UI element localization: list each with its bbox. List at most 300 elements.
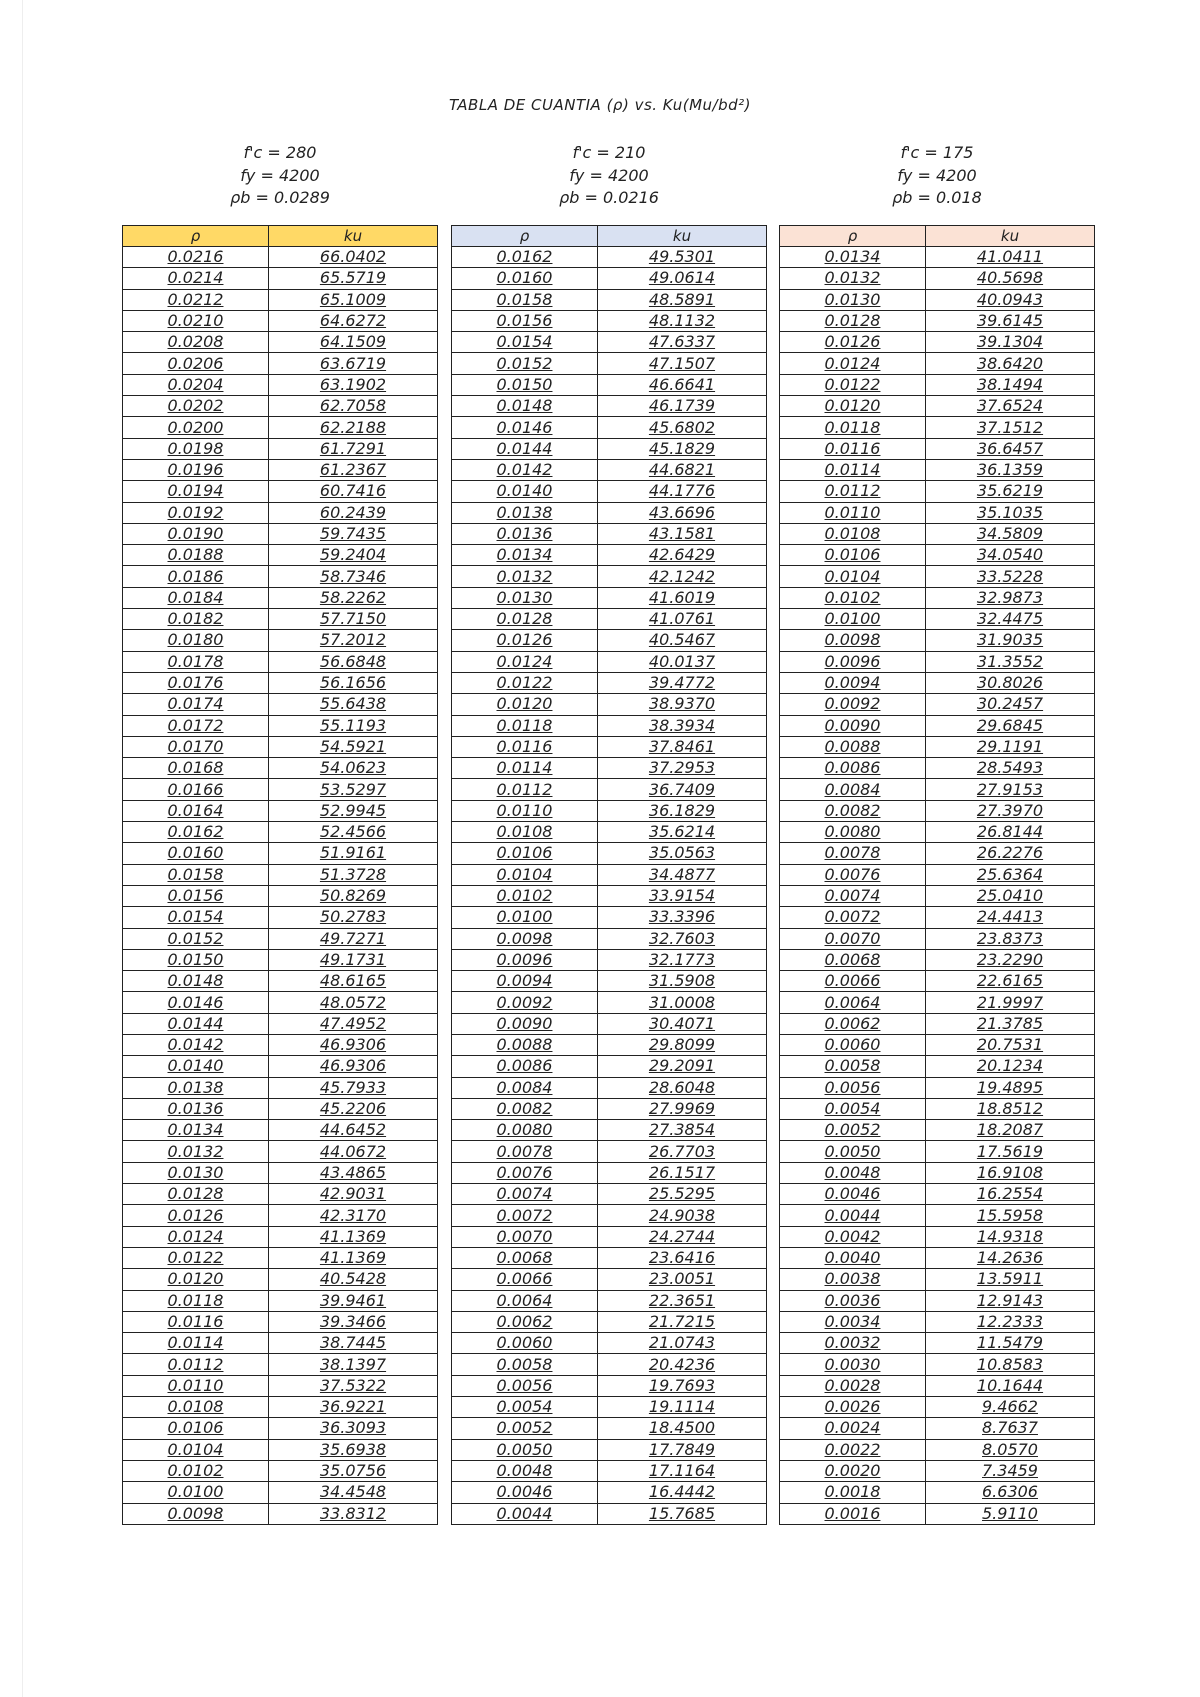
cell-rho-value: 0.0126 <box>167 1205 224 1225</box>
cell-rho <box>780 481 926 502</box>
cell-rho <box>452 417 598 438</box>
cell-ku-value: 49.1731 <box>319 949 387 969</box>
cell-rho-value: 0.0036 <box>824 1290 881 1310</box>
cell-rho <box>780 1098 926 1119</box>
cell-ku <box>926 694 1095 715</box>
table-row <box>123 566 438 587</box>
cell-rho <box>452 353 598 374</box>
table-row <box>452 310 767 331</box>
table-row <box>780 1120 1095 1141</box>
cell-ku-value: 38.7445 <box>319 1333 387 1353</box>
cell-ku <box>926 1205 1095 1226</box>
cell-ku-value: 14.9318 <box>976 1226 1044 1246</box>
cell-rho <box>452 651 598 672</box>
cell-ku <box>926 1503 1095 1524</box>
cell-rho-value: 0.0110 <box>496 800 553 820</box>
cell-rho-value: 0.0098 <box>167 1503 224 1523</box>
cell-rho <box>452 459 598 480</box>
table-row <box>123 1184 438 1205</box>
cell-rho-value: 0.0210 <box>167 311 224 331</box>
cell-rho-value: 0.0162 <box>167 822 224 842</box>
cell-ku <box>926 459 1095 480</box>
cell-rho <box>780 1460 926 1481</box>
cell-rho-value: 0.0206 <box>167 353 224 373</box>
cell-ku-value: 54.0623 <box>319 758 387 778</box>
cell-ku <box>598 885 767 906</box>
cell-ku <box>598 353 767 374</box>
cell-ku <box>269 609 438 630</box>
cell-ku <box>269 630 438 651</box>
cell-ku <box>598 1482 767 1503</box>
table-row <box>452 822 767 843</box>
table-row <box>123 630 438 651</box>
table-row <box>123 1034 438 1055</box>
cell-rho <box>780 992 926 1013</box>
cell-ku-value: 18.2087 <box>976 1120 1044 1140</box>
cell-rho-value: 0.0144 <box>167 1013 224 1033</box>
cell-rho-value: 0.0102 <box>167 1461 224 1481</box>
header-rho: ρ <box>452 226 598 247</box>
cell-ku-value: 29.2091 <box>648 1056 716 1076</box>
cell-ku <box>598 1460 767 1481</box>
cell-ku-value: 17.5619 <box>976 1141 1044 1161</box>
table-row <box>123 758 438 779</box>
cell-rho <box>780 971 926 992</box>
table-row <box>452 438 767 459</box>
table-row <box>452 502 767 523</box>
cell-rho-value: 0.0100 <box>824 609 881 629</box>
cell-rho <box>452 396 598 417</box>
cell-rho <box>780 502 926 523</box>
cell-ku <box>598 374 767 395</box>
cell-rho-value: 0.0128 <box>167 1184 224 1204</box>
cell-ku <box>269 928 438 949</box>
cell-rho-value: 0.0092 <box>824 694 881 714</box>
cell-ku <box>598 907 767 928</box>
cell-ku-value: 47.4952 <box>319 1013 387 1033</box>
cell-ku-value: 18.8512 <box>976 1099 1044 1119</box>
cuantia-table-fc210 <box>451 225 767 1525</box>
params-fc210 <box>451 142 767 210</box>
table-row <box>452 1141 767 1162</box>
cell-rho-value: 0.0144 <box>496 438 553 458</box>
cell-ku <box>269 1439 438 1460</box>
cell-rho <box>452 1205 598 1226</box>
table-row <box>780 971 1095 992</box>
cell-rho-value: 0.0116 <box>824 438 881 458</box>
cell-ku <box>926 566 1095 587</box>
table-row <box>780 310 1095 331</box>
cell-ku <box>926 374 1095 395</box>
cell-rho <box>780 289 926 310</box>
cell-rho <box>780 396 926 417</box>
cell-ku <box>598 1141 767 1162</box>
cell-ku <box>598 459 767 480</box>
table-row <box>452 800 767 821</box>
cell-rho <box>780 736 926 757</box>
cell-ku-value: 8.0570 <box>982 1439 1038 1459</box>
cell-rho-value: 0.0112 <box>167 1354 224 1374</box>
cell-rho <box>780 651 926 672</box>
table-row <box>123 843 438 864</box>
cuantia-table-fc175 <box>779 225 1095 1525</box>
cell-rho-value: 0.0064 <box>824 992 881 1012</box>
cell-ku <box>269 1162 438 1183</box>
table-row <box>452 1120 767 1141</box>
cell-rho-value: 0.0200 <box>167 417 224 437</box>
cell-rho <box>780 566 926 587</box>
table-row <box>123 1354 438 1375</box>
cell-ku <box>269 715 438 736</box>
cell-rho-value: 0.0070 <box>824 928 881 948</box>
cell-ku-value: 41.0761 <box>648 609 716 629</box>
cell-rho <box>780 332 926 353</box>
table-row <box>780 651 1095 672</box>
cell-ku <box>269 843 438 864</box>
cell-rho <box>452 630 598 651</box>
cell-ku-value: 42.1242 <box>648 566 716 586</box>
cell-ku <box>269 247 438 268</box>
table-row <box>452 949 767 970</box>
table-row <box>452 758 767 779</box>
cell-ku <box>598 438 767 459</box>
cell-ku <box>269 481 438 502</box>
cell-rho-value: 0.0062 <box>496 1311 553 1331</box>
cell-rho <box>452 268 598 289</box>
cell-rho <box>123 1503 269 1524</box>
cell-ku-value: 21.3785 <box>976 1013 1044 1033</box>
cell-rho-value: 0.0120 <box>167 1269 224 1289</box>
cell-ku <box>926 630 1095 651</box>
cell-ku <box>269 566 438 587</box>
cell-ku <box>926 1269 1095 1290</box>
cell-ku <box>926 1311 1095 1332</box>
cell-ku-value: 40.5467 <box>648 630 716 650</box>
cell-ku-value: 57.2012 <box>319 630 387 650</box>
cell-rho-value: 0.0138 <box>167 1077 224 1097</box>
cell-rho <box>452 481 598 502</box>
cell-ku-value: 26.1517 <box>648 1162 716 1182</box>
cell-ku <box>269 1034 438 1055</box>
cell-ku-value: 40.5698 <box>976 268 1044 288</box>
cell-rho-value: 0.0124 <box>496 651 553 671</box>
table-row <box>780 1290 1095 1311</box>
cell-rho-value: 0.0134 <box>824 247 881 267</box>
cell-rho <box>452 1269 598 1290</box>
cell-ku-value: 38.6420 <box>976 353 1044 373</box>
table-row <box>452 843 767 864</box>
cell-rho <box>123 1226 269 1247</box>
cell-ku-value: 49.7271 <box>319 928 387 948</box>
cell-rho <box>123 374 269 395</box>
cell-rho-value: 0.0156 <box>496 311 553 331</box>
cell-ku <box>598 758 767 779</box>
table-row <box>452 694 767 715</box>
cell-rho-value: 0.0184 <box>167 587 224 607</box>
cell-rho-value: 0.0082 <box>824 800 881 820</box>
cell-rho <box>123 438 269 459</box>
cell-rho <box>780 1247 926 1268</box>
table-row <box>123 1439 438 1460</box>
cell-ku <box>926 1418 1095 1439</box>
cell-rho <box>123 843 269 864</box>
cell-rho-value: 0.0204 <box>167 374 224 394</box>
table-row <box>123 1397 438 1418</box>
cell-ku-value: 27.3854 <box>648 1120 716 1140</box>
cell-ku-value: 34.4877 <box>648 864 716 884</box>
cell-rho-value: 0.0178 <box>167 651 224 671</box>
cell-ku-value: 39.3466 <box>319 1311 387 1331</box>
cell-ku <box>926 481 1095 502</box>
cell-rho <box>123 1354 269 1375</box>
cell-rho <box>123 502 269 523</box>
cell-ku <box>926 289 1095 310</box>
cell-rho <box>452 1056 598 1077</box>
cell-rho <box>123 864 269 885</box>
cell-ku <box>598 1056 767 1077</box>
table-row <box>452 1397 767 1418</box>
table-row <box>452 1311 767 1332</box>
cell-rho <box>780 672 926 693</box>
cell-rho-value: 0.0118 <box>496 715 553 735</box>
cell-ku-value: 47.6337 <box>648 332 716 352</box>
header-ku: ku <box>926 226 1095 247</box>
cell-ku-value: 23.8373 <box>976 928 1044 948</box>
cell-ku-value: 61.7291 <box>319 438 387 458</box>
cell-rho-value: 0.0180 <box>167 630 224 650</box>
cell-rho <box>780 1290 926 1311</box>
cell-rho-value: 0.0126 <box>824 332 881 352</box>
table-row <box>123 523 438 544</box>
table-row <box>452 1013 767 1034</box>
cell-ku <box>598 396 767 417</box>
cell-rho <box>780 1184 926 1205</box>
table-row <box>780 1013 1095 1034</box>
cell-rho <box>780 1418 926 1439</box>
cell-ku <box>598 1397 767 1418</box>
cell-ku-value: 12.2333 <box>976 1311 1044 1331</box>
cell-rho <box>452 1311 598 1332</box>
cell-rho-value: 0.0088 <box>824 736 881 756</box>
cell-ku <box>269 353 438 374</box>
cell-rho <box>452 779 598 800</box>
cell-ku <box>269 971 438 992</box>
cell-rho-value: 0.0106 <box>167 1418 224 1438</box>
cell-ku-value: 37.5322 <box>319 1375 387 1395</box>
cell-rho <box>780 885 926 906</box>
cell-rho-value: 0.0108 <box>824 524 881 543</box>
table-row <box>123 1077 438 1098</box>
cell-rho <box>452 438 598 459</box>
cell-ku <box>598 1120 767 1141</box>
cell-ku <box>926 545 1095 566</box>
cell-ku <box>926 1226 1095 1247</box>
cell-ku <box>269 459 438 480</box>
table-row <box>780 1439 1095 1460</box>
cell-ku <box>926 864 1095 885</box>
cell-ku <box>269 1269 438 1290</box>
cell-ku <box>269 523 438 544</box>
cell-ku <box>926 885 1095 906</box>
cell-ku <box>598 523 767 544</box>
cell-rho-value: 0.0028 <box>824 1375 881 1395</box>
cell-rho-value: 0.0032 <box>824 1333 881 1353</box>
cell-ku <box>598 566 767 587</box>
cell-rho <box>123 694 269 715</box>
table-row <box>780 459 1095 480</box>
cell-rho <box>780 1013 926 1034</box>
cell-rho <box>452 1013 598 1034</box>
cell-ku-value: 24.9038 <box>648 1205 716 1225</box>
cell-ku <box>926 736 1095 757</box>
cell-ku <box>269 1141 438 1162</box>
cell-ku <box>269 396 438 417</box>
cell-ku <box>926 1375 1095 1396</box>
cell-rho-value: 0.0102 <box>496 886 553 906</box>
cell-rho <box>780 630 926 651</box>
cell-rho-value: 0.0082 <box>496 1099 553 1119</box>
cell-ku-value: 33.3396 <box>648 907 716 927</box>
cell-rho-value: 0.0138 <box>496 502 553 522</box>
cell-ku <box>269 758 438 779</box>
cell-ku-value: 29.8099 <box>648 1035 716 1055</box>
cell-ku-value: 44.6452 <box>319 1120 387 1140</box>
cell-ku-value: 56.1656 <box>319 673 387 693</box>
cell-rho-value: 0.0096 <box>496 949 553 969</box>
cell-rho-value: 0.0094 <box>824 673 881 693</box>
cell-ku-value: 62.2188 <box>319 417 387 437</box>
cell-rho-value: 0.0080 <box>824 822 881 842</box>
cell-ku <box>269 268 438 289</box>
cell-ku-value: 41.1369 <box>319 1248 387 1268</box>
cell-ku <box>269 374 438 395</box>
table-row <box>452 736 767 757</box>
table-row <box>123 1120 438 1141</box>
cell-rho-value: 0.0122 <box>167 1248 224 1268</box>
cell-rho <box>123 1269 269 1290</box>
table-row <box>123 992 438 1013</box>
cell-rho <box>452 1460 598 1481</box>
cell-rho <box>452 758 598 779</box>
cell-rho <box>123 545 269 566</box>
cell-rho-value: 0.0130 <box>824 289 881 309</box>
table-row <box>452 864 767 885</box>
cell-ku-value: 32.7603 <box>648 928 716 948</box>
cell-rho-value: 0.0132 <box>824 268 881 288</box>
cell-ku-value: 33.5228 <box>976 566 1044 586</box>
table-row <box>780 332 1095 353</box>
cell-ku-value: 65.5719 <box>319 268 387 288</box>
table-row <box>452 992 767 1013</box>
table-row <box>452 1205 767 1226</box>
cell-ku-value: 26.8144 <box>976 822 1044 842</box>
cell-rho-value: 0.0068 <box>824 949 881 969</box>
cell-rho-value: 0.0112 <box>824 481 881 501</box>
cell-rho <box>123 885 269 906</box>
cell-ku-value: 39.6145 <box>976 311 1044 331</box>
cell-ku <box>598 1354 767 1375</box>
cell-rho-value: 0.0172 <box>167 715 224 735</box>
table-row <box>780 396 1095 417</box>
cell-rho <box>780 694 926 715</box>
param-fc: f'c = 210 <box>572 143 646 162</box>
cell-ku-value: 57.7150 <box>319 609 387 629</box>
cell-ku-value: 24.4413 <box>976 907 1044 927</box>
cell-ku <box>926 779 1095 800</box>
table-row <box>452 1269 767 1290</box>
cell-ku <box>598 1439 767 1460</box>
cell-rho-value: 0.0056 <box>496 1375 553 1395</box>
cell-rho <box>123 289 269 310</box>
cell-ku-value: 23.2290 <box>976 949 1044 969</box>
cell-rho <box>123 587 269 608</box>
cell-rho-value: 0.0098 <box>824 630 881 650</box>
cell-rho-value: 0.0142 <box>167 1035 224 1055</box>
cell-ku <box>926 1077 1095 1098</box>
cell-rho <box>452 1226 598 1247</box>
cell-ku-value: 45.7933 <box>319 1077 387 1097</box>
cell-rho <box>123 672 269 693</box>
cell-ku <box>598 1034 767 1055</box>
table-row <box>123 779 438 800</box>
cuantia-table-fc280 <box>122 225 438 1525</box>
cell-rho-value: 0.0104 <box>824 566 881 586</box>
cell-rho <box>452 502 598 523</box>
cell-ku <box>598 502 767 523</box>
cell-rho <box>780 523 926 544</box>
cell-rho <box>123 1205 269 1226</box>
cell-rho-value: 0.0046 <box>824 1184 881 1204</box>
cell-rho-value: 0.0164 <box>167 800 224 820</box>
cell-rho <box>452 374 598 395</box>
cell-ku <box>269 694 438 715</box>
table-row <box>452 396 767 417</box>
cell-ku <box>926 1013 1095 1034</box>
cell-rho <box>780 1077 926 1098</box>
cell-ku <box>598 310 767 331</box>
cell-ku-value: 39.9461 <box>319 1290 387 1310</box>
table-row <box>452 566 767 587</box>
table-row <box>780 843 1095 864</box>
cell-rho <box>123 396 269 417</box>
cell-rho-value: 0.0060 <box>496 1333 553 1353</box>
cell-rho <box>123 609 269 630</box>
table-row <box>780 1226 1095 1247</box>
cell-rho <box>780 800 926 821</box>
table-row <box>452 1460 767 1481</box>
cell-ku-value: 37.2953 <box>648 758 716 778</box>
cell-ku-value: 64.6272 <box>319 311 387 331</box>
cell-ku <box>598 1503 767 1524</box>
cell-rho <box>452 885 598 906</box>
cell-ku <box>598 672 767 693</box>
table-row <box>452 779 767 800</box>
cell-rho <box>780 843 926 864</box>
cell-rho <box>452 928 598 949</box>
table-row <box>780 1247 1095 1268</box>
table-row <box>123 268 438 289</box>
cell-rho-value: 0.0190 <box>167 524 224 543</box>
cell-rho-value: 0.0132 <box>496 566 553 586</box>
cell-ku-value: 22.6165 <box>976 971 1044 991</box>
cell-ku-value: 48.6165 <box>319 971 387 991</box>
table-row <box>123 672 438 693</box>
cell-rho-value: 0.0058 <box>496 1354 553 1374</box>
cell-rho-value: 0.0048 <box>824 1162 881 1182</box>
cell-rho <box>123 1056 269 1077</box>
cell-rho-value: 0.0022 <box>824 1439 881 1459</box>
table-row <box>780 289 1095 310</box>
